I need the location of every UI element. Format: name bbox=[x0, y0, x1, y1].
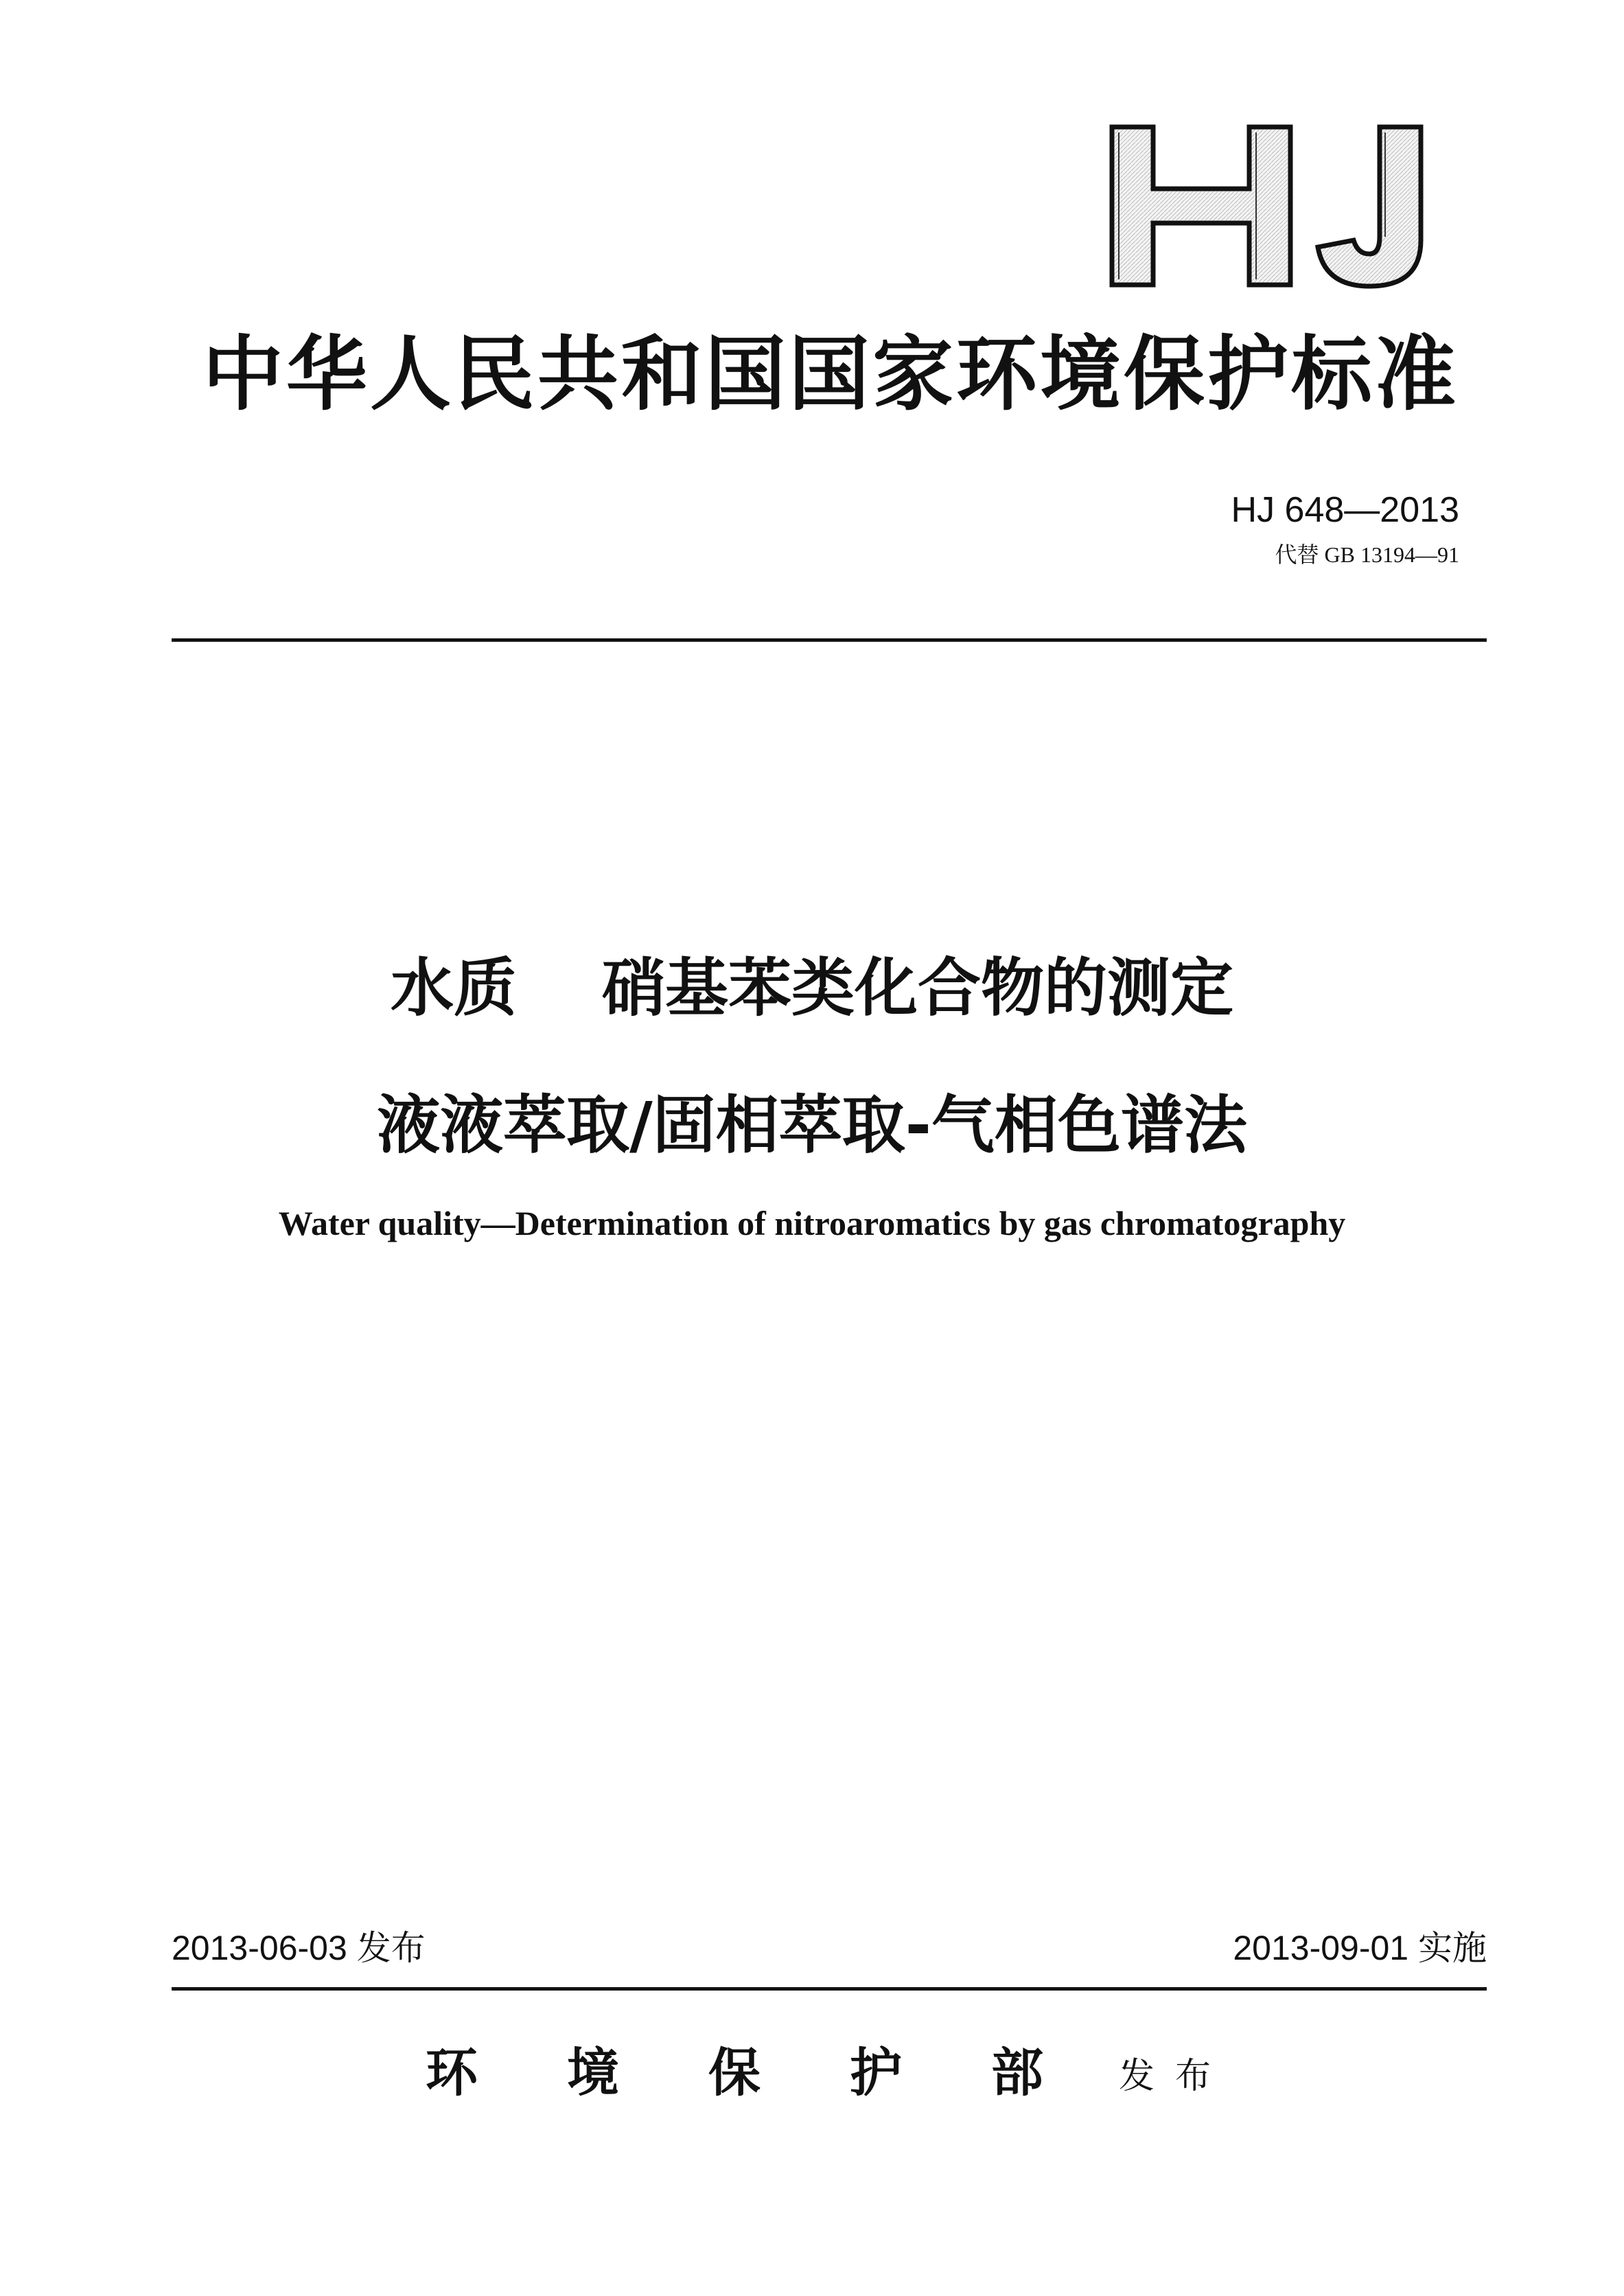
main-heading: 中华人民共和国国家环境保护标准 bbox=[202, 327, 1459, 421]
title-en: Water quality—Determination of nitroaromatics by gas chromatography bbox=[278, 1204, 1346, 1242]
top-divider bbox=[172, 638, 1487, 642]
publisher: 环境保护部 bbox=[426, 2042, 1133, 2103]
replaces-standard: 代替 GB 13194—91 bbox=[1275, 542, 1459, 567]
bottom-divider bbox=[172, 1987, 1487, 1991]
title-cn-line1: 水质 硝基苯类化合物的测定 bbox=[390, 951, 1234, 1025]
title-cn-line2: 液液萃取/固相萃取-气相色谱法 bbox=[377, 1089, 1247, 1162]
publisher-suffix: 发布 bbox=[1119, 2056, 1232, 2097]
implementation-date: 2013-09-01 实施 bbox=[1233, 1929, 1487, 1967]
standard-number: HJ 648—2013 bbox=[1231, 490, 1459, 530]
hj-logo bbox=[1098, 113, 1455, 299]
issue-date: 2013-06-03 发布 bbox=[172, 1929, 426, 1967]
